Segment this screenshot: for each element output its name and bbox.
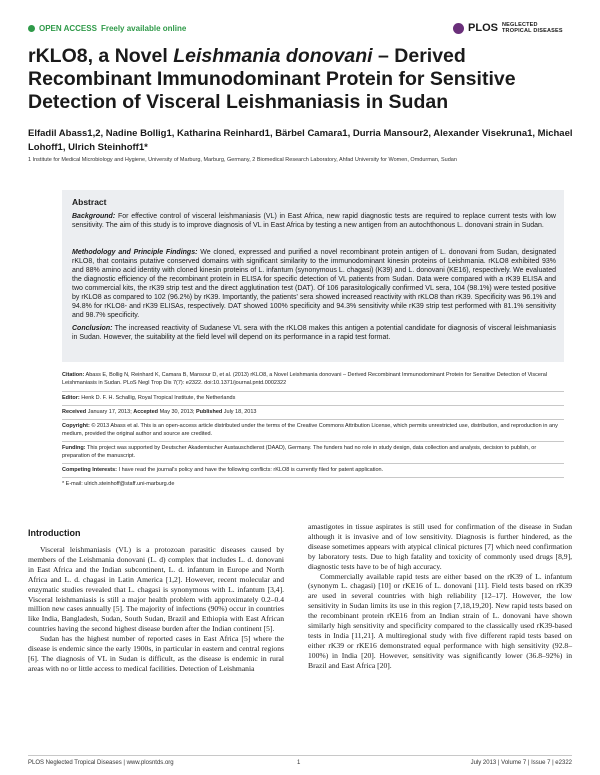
open-access-icon [28, 25, 35, 32]
editor [62, 395, 564, 403]
copyright-text: © 2013 Abass et al. This is an open-access article distributed under the terms of the Creative Commons Attribution License, which permits unrestricted use, distribution, and reproduction in any medium, provided the original author and source are credited. [62, 423, 558, 437]
competing-interests [62, 467, 564, 475]
footer-issue: July 2013 | Volume 7 | Issue 7 | e2322 [470, 760, 572, 766]
plos-wordmark: PLOS [468, 22, 498, 34]
abstract-conclusion [72, 324, 556, 342]
introduction-heading: Introduction [28, 528, 81, 538]
footer-divider [28, 755, 572, 756]
intro-paragraph-3: amastigotes in tissue aspirates is still used for confirmation of the disease in Sudan although it is invasive and of low sensitivity. Diagnosis is further hindered, as the disease sometimes appears with atypical clinical pictures [7] which need confirmation by laboratory tests. Due to high fatality and toxicity of commonly used drugs [8,9], diagnostic tests have to be of high accuracy. [308, 522, 572, 571]
copyright [62, 423, 564, 438]
divider [62, 477, 564, 478]
abstract-background [72, 212, 556, 230]
conclusion-label: Conclusion: [72, 325, 113, 332]
divider [62, 463, 564, 464]
editor-text: Henk D. F. H. Schallig, Royal Tropical Institute, the Netherlands [81, 395, 236, 401]
accepted-label: Accepted [133, 409, 159, 415]
citation-text: Abass E, Bollig N, Reinhard K, Camara B, Mansour D, et al. (2013) rKLO8, a Novel Leishmania donovani – Derived Recombinant Immunodominant Protein for Sensitive Detection of Visceral Leishmaniasis in Sudan. PLoS Negl Trop Dis 7(7): e2322. doi:10.1371/journal.pntd.0002322 [62, 372, 548, 386]
background-label: Background: [72, 213, 116, 220]
intro-paragraph-1: Visceral leishmaniasis (VL) is a protozoan parasitic diseases caused by members of the Leishmania donovani (L. d) complex that includes L. d. donovani in East Africa and the Indian subcontinent, L. d. infantum in Europe and North Africa and L. d. chagasi in Latin America [1,2]. However, recent molecular and enzymatic studies revealed that L. chagasi is synonymous with L. infantum [3,4]. Visceral leishmaniasis is still a major health problem with approximately 0.2–0.4 million new cases annually [5]. The majority of infections (90%) occur in countries like India, Bangladesh, Sudan, South Sudan, Brazil and Ethiopia with East African countries having the second highest disease burden after the Indian continent [5]. [28, 545, 284, 634]
contact-email[interactable]: * E-mail: ulrich.steinhoff@staff.uni-marburg.de [62, 481, 175, 487]
author-list: Elfadil Abass1,2, Nadine Bollig1, Katharina Reinhard1, Bärbel Camara1, Durria Mansour2, Alexander Visekruna1, Michael Lohoff1, Ulrich Steinhoff1* [28, 128, 573, 153]
received-date: January 17, 2013; [87, 409, 132, 415]
title-part1: rKLO8, a Novel [28, 45, 174, 67]
affiliations: 1 Institute for Medical Microbiology and Hygiene, University of Marburg, Marburg, Germany, 2 Biomedical Research Laboratory, Ahfad University for Women, Omdurman, Sudan [28, 157, 457, 163]
funding [62, 445, 564, 460]
intro-paragraph-4: Commercially available rapid tests are either based on the rK39 of L. infantum (synonym L. chagasi) [10] or rKE16 of L. donovani [11]. Field tests based on rK39 are used in several countries with high reliability [12–17]. However, the low sensitivity in Sudan limits its use in this region [7,18,19,20]. New rapid tests based on the recombinant protein rKE16 from an Indian strain of L. donovani have shown similarly high sensitivity and specificity compared to the classically used rK39-based tests in India [11,21]. A multiregional study with five different rapid tests based on either rK39 or rKE16 demonstrated equal performance with high sensitivity (92.8–100%) in India [20]. However, sensitivity was significantly lower (36.8–92%) in Brazil and East Africa [20]. [308, 571, 572, 670]
methodology-label: Methodology and Principle Findings: [72, 249, 198, 256]
divider [62, 391, 564, 392]
journal-name [502, 22, 572, 34]
open-access-banner [28, 24, 186, 33]
background-text: For effective control of visceral leishmaniasis (VL) in East Africa, new rapid diagnostic tests are required to replace current tests with low sensitivity. The aim of this study is to improve diagnosis of VL in East Africa by testing a new antigen from an autochthonous L. donovani strain in Sudan. [72, 213, 556, 229]
footer-page-number: 1 [297, 760, 301, 766]
plos-logo-icon [453, 23, 464, 34]
divider [62, 405, 564, 406]
citation-label: Citation: [62, 372, 85, 378]
citation [62, 372, 564, 387]
funding-label: Funding: [62, 445, 86, 451]
abstract-methodology [72, 248, 556, 320]
conclusion-text: The increased reactivity of Sudanese VL sera with the rKLO8 makes this antigen a potential candidate for diagnosis of visceral leishmaniasis in Sudan. However, the suitability at the field level will depend on its performance in a rapid test format. [72, 325, 556, 341]
dates [62, 409, 564, 417]
competing-label: Competing Interests: [62, 467, 118, 473]
competing-text: I have read the journal's policy and have the following conflicts: rKLO8 is currently filed for patent application. [118, 467, 384, 473]
freely-available-label: Freely available online [100, 24, 187, 33]
title-italic: Leishmania donovani [173, 45, 373, 67]
open-access-label: OPEN ACCESS [39, 24, 97, 33]
journal-name-line2: TROPICAL DISEASES [502, 28, 563, 34]
divider [62, 419, 564, 420]
right-column [308, 522, 572, 671]
abstract-heading: Abstract [72, 197, 107, 207]
intro-paragraph-2: Sudan has the highest number of reported cases in East Africa [5] where the disease is endemic since the early 1900s, in particular in eastern and central regions [6]. The diagnosis of VL in Sudan is difficult, as the disease is endemic in rural areas with no or little access to medical facilities. Detection of Leishmania [28, 634, 284, 673]
copyright-label: Copyright: [62, 423, 90, 429]
received-label: Received [62, 409, 87, 415]
funding-text: This project was supported by Deutscher Akademischer Austauschdienst (DAAD), Germany. The funders had no role in study design, data collection and analysis, decision to publish, or preparation of the manuscript. [62, 445, 537, 459]
published-label: Published [195, 409, 223, 415]
article-title [28, 45, 573, 114]
footer-journal: PLOS Neglected Tropical Diseases | www.plosntds.org [28, 760, 174, 766]
divider [62, 441, 564, 442]
published-date: July 18, 2013 [223, 409, 257, 415]
editor-label: Editor: [62, 395, 80, 401]
title-part2: – Derived Recombinant Immunodominant Protein for Sensitive Detection of Visceral Leishmaniasis in Sudan [28, 45, 516, 113]
methodology-text: We cloned, expressed and purified a novel recombinant protein antigen of L. donovani from Sudan, designated rKLO8, that contains putative conserved domains with significant similarity to the immunodominant kinesin proteins of Leishmania. rKLO8 exhibited 93% and 88% amino acid identity with cloned kinesin proteins of L. infantum (synonymous L. chagasi) (K39) and L. donovani (KE16), respectively. We evaluated the diagnostic efficiency of the recombinant protein in ELISA for specific detection of VL patients from Sudan. Data were compared with a rK39 ELISA and two commercial kits, the rK39 strip test and the direct agglutination test (DAT). Of 106 parasitologically confirmed VL sera, 104 (98.1%) were tested positive by rKLO8 as compared to 102 (96.2%) by rK39. Importantly, the patients' sera showed increased reactivity with rKLO8 than rK39. Specificity was 96.1% and 94.8% for rKLO8- and rK39 ELISAs, respectively. DAT showed 100% specificity and 94.3% sensitivity while rK39 strip test performed with 81.1% sensitivity and 98.7% specificity. [72, 249, 556, 319]
left-column [28, 545, 284, 674]
journal-logo [453, 22, 572, 34]
accepted-date: May 30, 2013; [159, 409, 195, 415]
journal-name-line1: NEGLECTED [502, 22, 538, 28]
